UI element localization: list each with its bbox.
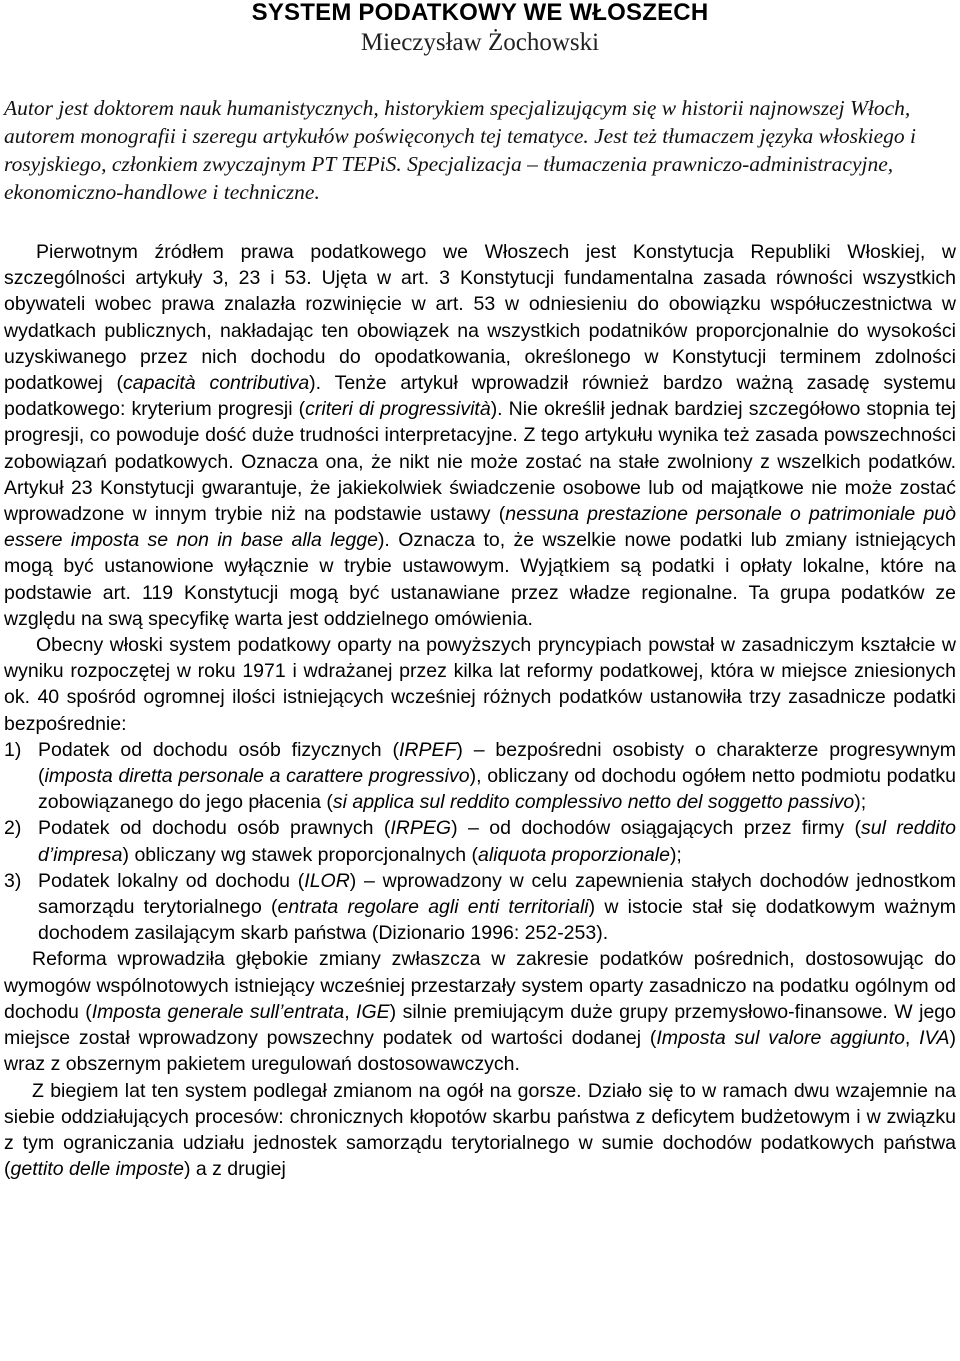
text-run: ). Tenże artykuł wprowadził również bardzo ważną zasadę systemu podatkowego: kryterium progresji ( (4, 372, 956, 421)
italic-term: IGE (356, 1000, 390, 1023)
text-run: Z biegiem lat ten system podlegał zmianom na ogół na gorsze. Działo się to w ramach dwu wzajemnie na siebie oddziałujących procesów: chronicznych kłopotów skarbu państwa z deficytem budżetowym i w związku z tym ograniczania udziału jednostek samorządu terytorialnego w sumie dochodów podatkowych państwa ( (4, 1079, 956, 1181)
text-run: Podatek od dochodu osób fizycznych ( (38, 738, 399, 761)
text-run: Podatek od dochodu osób prawnych ( (38, 817, 391, 840)
document-page (4, 0, 956, 1182)
paragraph-reform-1971: Obecny włoski system podatkowy oparty na powyższych pryncypiach powstał w zasadniczym kształcie w wyniku rozpoczętej w roku 1971 i wdrażanej przez kilka lat reformy podatkowej, która w miejsce zniesionych ok. 40 spośród ogromnej ilości istniejących wcześniej różnych podatków ustanowiła trzy zasadnicze podatki bezpośrednie: (4, 634, 956, 735)
list-number: 2) (4, 817, 22, 840)
text-run: ) a z drugiej (183, 1158, 286, 1181)
italic-term: criteri di progressività (305, 398, 491, 421)
italic-term: si applica sul reddito complessivo netto del soggetto passivo (332, 791, 855, 814)
text-run: ) – bezpośredni osobisty o charakterze progresywnym ( (38, 738, 957, 788)
author-bio: Autor jest doktorem nauk humanistycznych, historykiem specjalizującym się w historii najnowszej Włoch, autorem monografii i szeregu artykułów poświęconych tej tematyce. Jest też tłumaczem języka włoskiego i rosyjskiego, członkiem zwyczajnym PT TEPiS. Specjalizacja – tłumaczenia prawniczo-administracyjne, ekonomiczno-handlowe i techniczne. (4, 96, 916, 204)
paragraph-indirect-taxes (4, 946, 956, 1077)
text-run: Pierwotnym źródłem prawa podatkowego we Włoszech jest Konstytucja Republiki Włoskiej, w szczególności artykuły 3, 23 i 53. Ujęta w art. 3 Konstytucji fundamentalna zasada równości wszystkich obywateli wobec prawa znalazła rozwinięcie w art. 53 w odniesieniu do obowiązku współuczestnictwa w wydatkach publicznych, nakładając ten obowiązek na wszystkich podatników proporcjonalnie do wysokości uzyskiwanego przez nich dochodu do opodatkowania, określonego w Konstytucji terminem zdolności podatkowej ( (4, 241, 956, 395)
text-run: ) w istocie stał się dodatkowym ważnym dochodem zasilającym skarb państwa (Dizionario 1996: 252-253). (38, 896, 956, 945)
italic-term: Imposta generale sull’entrata (91, 1000, 345, 1023)
list-item (4, 737, 957, 816)
italic-term: IRPEG (390, 817, 452, 840)
list-item (4, 815, 957, 867)
italic-term: imposta diretta personale a carattere progressivo (44, 765, 470, 788)
list-number: 3) (4, 869, 22, 892)
italic-term: gettito delle imposte (10, 1158, 184, 1181)
text-run: ) – wprowadzony w celu zapewnienia stałych dochodów jednostkom samorządu terytorialnego ( (38, 869, 956, 919)
text-run: ) wraz z obszernym pakietem uregulowań dostosowawczych. (4, 1027, 956, 1076)
italic-term: nessuna prestazione personale o patrimoniale può essere imposta se non in base alla legge (4, 503, 956, 552)
author-name: Mieczysław Żochowski (360, 29, 600, 56)
text-run: ) – od dochodów osiągających przez firmy ( (451, 817, 862, 840)
article-body (4, 239, 956, 1182)
text-run: ). Nie określił jednak bardziej szczegółowo stopnia tej progresji, co powoduje dość duże trudności interpretacyjne. Z tego artykułu wynika też zasada powszechności zobowiązań podatkowych. Oznacza ona, że nikt nie może zostać na stałe zwolniony z wszelkich podatków. Artykuł 23 Konstytucji gwarantuje, że jakiekolwiek świadczenie osobowe lub od majątkowe nie może zostać wprowadzone w innym trybie niż na podstawie ustawy ( (4, 398, 956, 526)
document-title: SYSTEM PODATKOWY WE WŁOSZECH (251, 0, 709, 26)
text-run: , (904, 1027, 920, 1050)
italic-term: entrata regolare agli enti territoriali (277, 896, 589, 919)
text-run: ); (669, 843, 682, 866)
list-item (4, 868, 956, 947)
italic-term: IRPEF (398, 738, 457, 761)
text-run: ) silnie premiującym duże grupy przemysłowo-finansowe. W jego miejsce został wprowadzony powszechny podatek od wartości dodanej ( (4, 1000, 956, 1050)
italic-term: IVA (919, 1027, 950, 1050)
direct-taxes-list (4, 737, 956, 947)
paragraph-system-changes (4, 1078, 956, 1183)
italic-term: Imposta sul valore aggiunto (656, 1027, 905, 1050)
italic-term: aliquota proporzionale (478, 843, 670, 866)
text-run: ). Oznacza to, że wszelkie nowe podatki lub zmiany istniejących mogą być ustanowione wyłącznie w trybie ustawowym. Wyjątkiem są podatki i opłaty lokalne, które na podstawie art. 119 Konstytucji mogą być ustanawiane przez władze regionalne. Ta grupa podatków ze względu na swą specyfikę warta jest oddzielnego omówienia. (4, 529, 957, 630)
paragraph-constitution (4, 239, 956, 632)
text-run: ); (854, 791, 867, 814)
italic-term: ILOR (304, 869, 350, 892)
list-number: 1) (4, 738, 22, 761)
text-run: Podatek lokalny od dochodu ( (38, 869, 305, 892)
text-run: , (344, 1000, 357, 1023)
text-run: ) obliczany wg stawek proporcjonalnych ( (122, 843, 479, 866)
italic-term: sul reddito d’impresa (38, 817, 957, 866)
text-run: ), obliczany od dochodu ogółem netto podmiotu podatku zobowiązanego do jego płacenia ( (38, 765, 957, 814)
italic-term: capacità contributiva (122, 372, 310, 395)
text-run: Reforma wprowadziła głębokie zmiany zwłaszcza w zakresie podatków pośrednich, dostosowując do wymogów wspólnotowych istniejący wcześniej przestarzały system oparty zasadniczo na podatku ogólnym od dochodu ( (4, 948, 956, 1023)
